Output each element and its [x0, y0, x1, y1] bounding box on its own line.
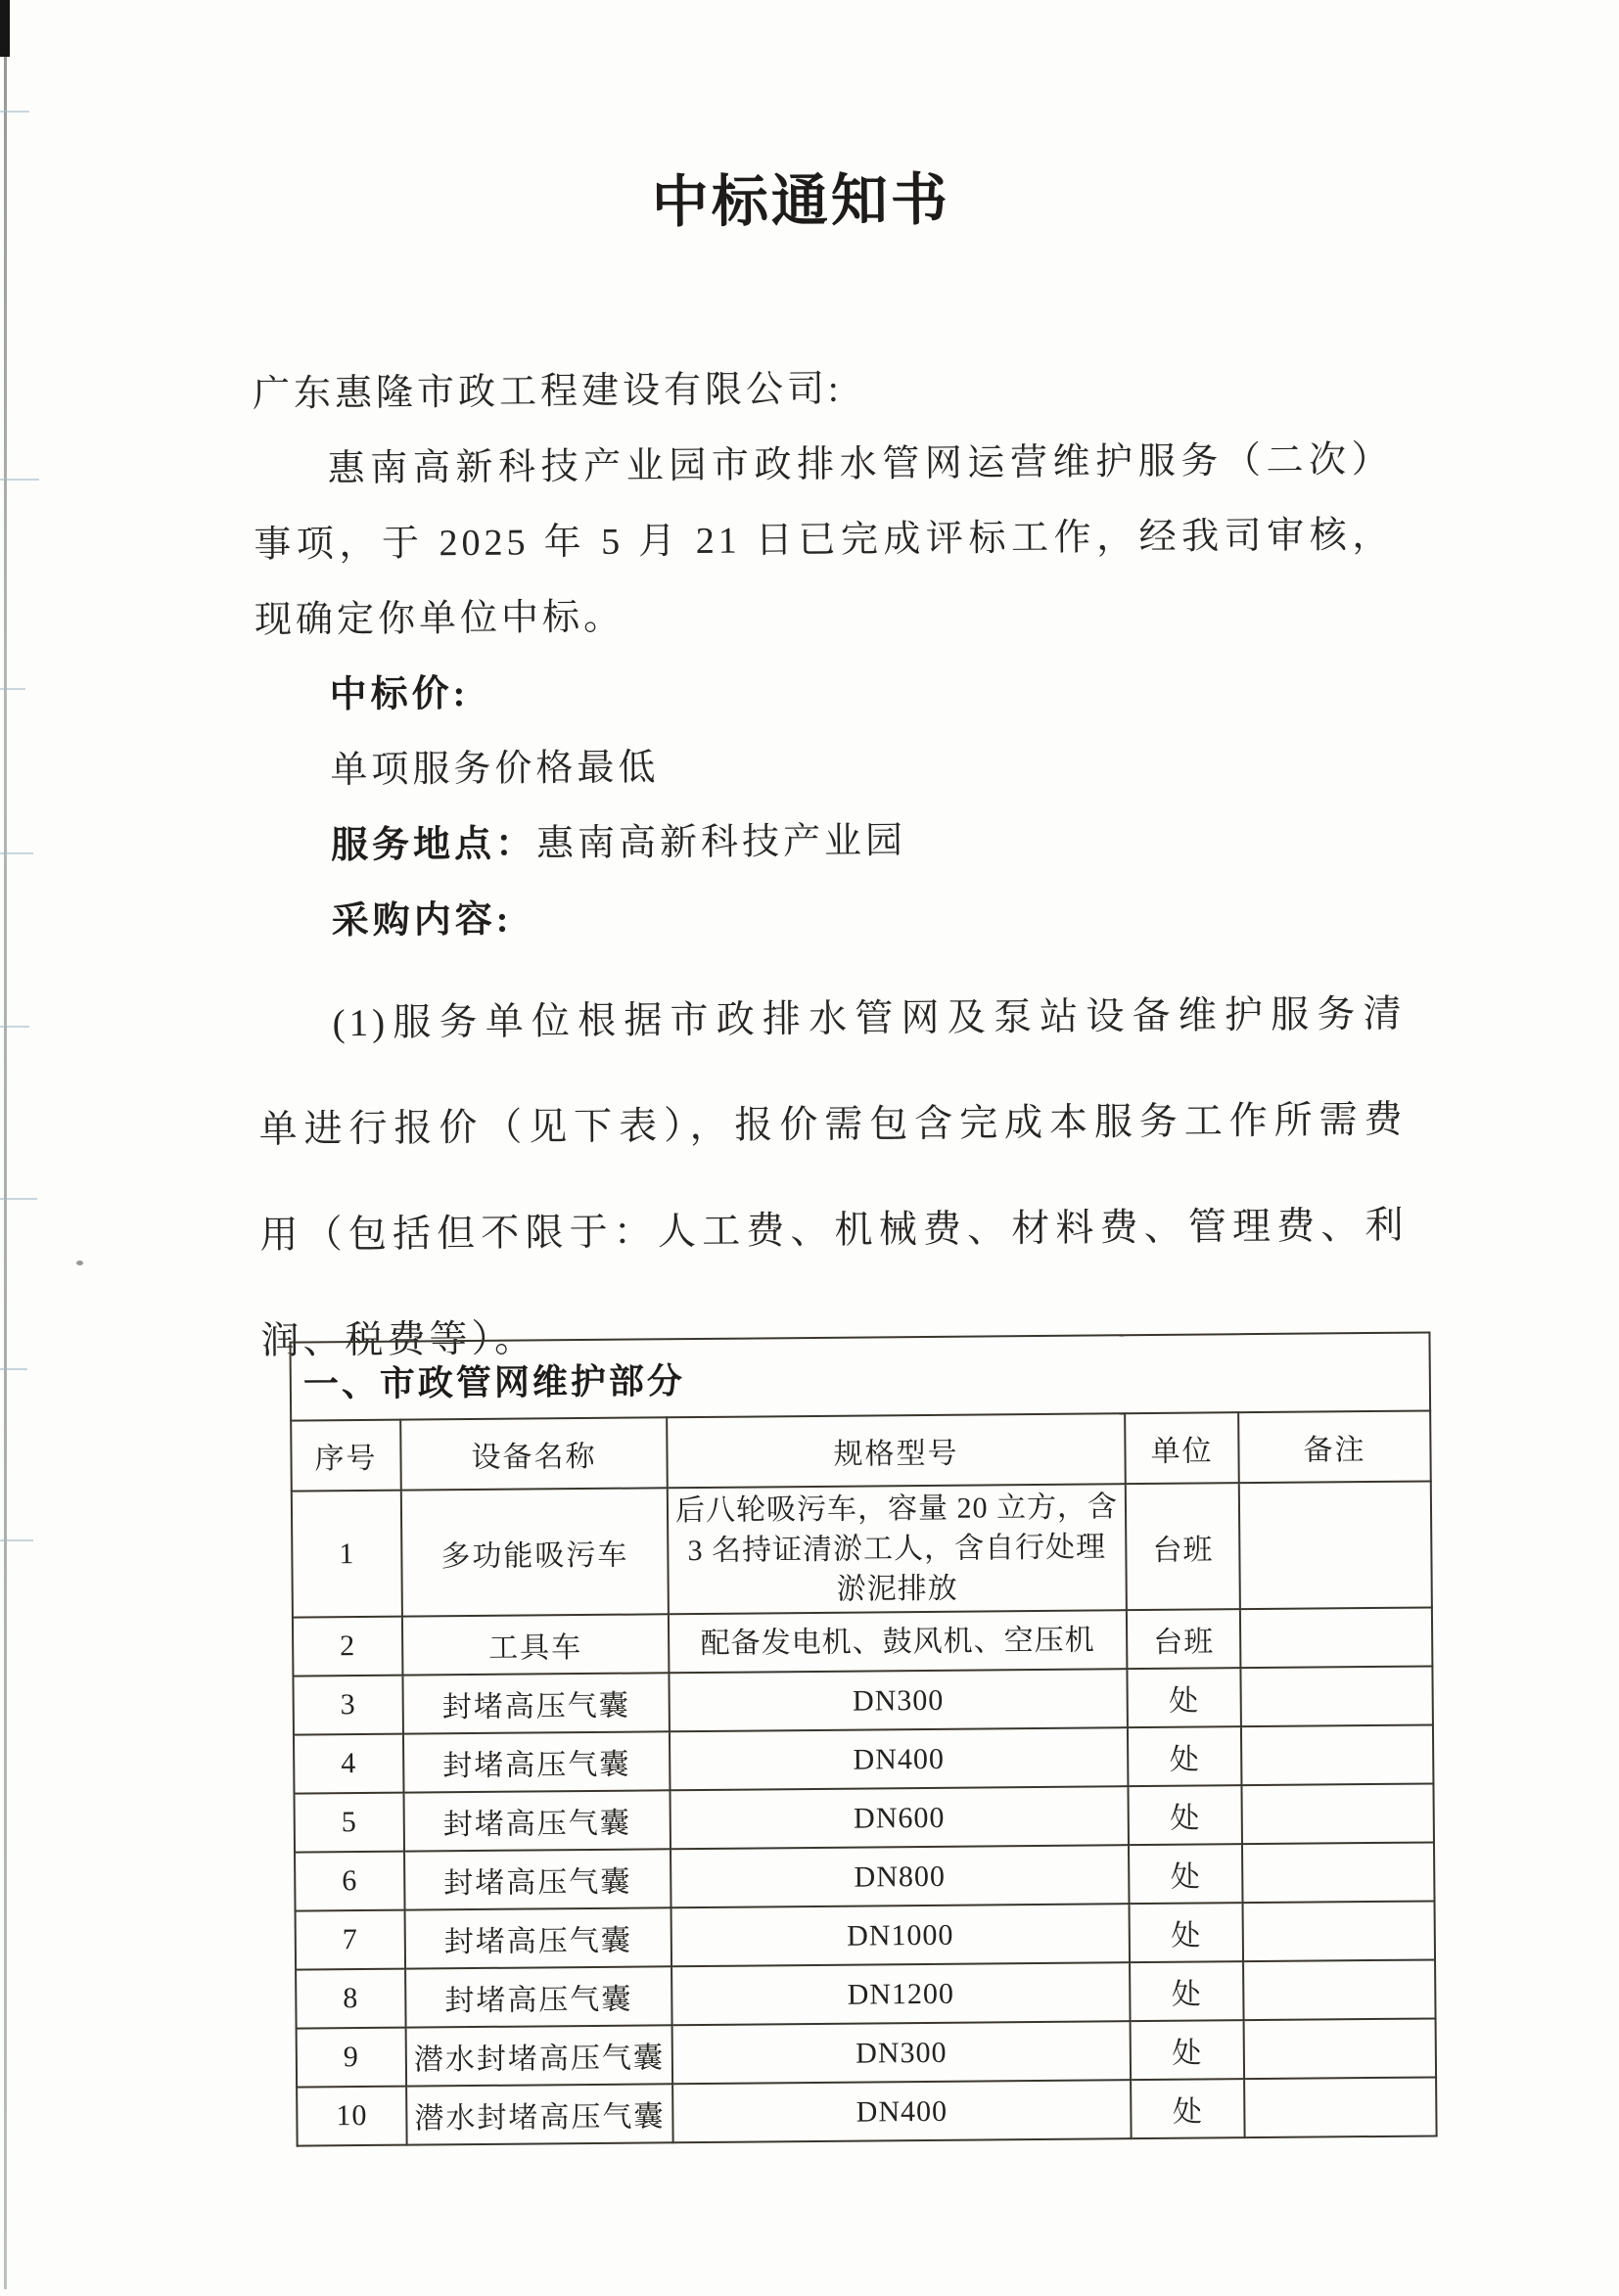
- table-cell-remark: [1240, 1607, 1433, 1668]
- service-location-value: 惠南高新科技产业园: [535, 820, 907, 865]
- table-cell-remark: [1241, 1724, 1434, 1785]
- table-cell-remark: [1239, 1481, 1432, 1609]
- table-cell-name: 封堵高压气囊: [405, 1907, 672, 1968]
- table-cell-no: 3: [293, 1676, 403, 1735]
- table-cell-unit: 台班: [1126, 1483, 1240, 1610]
- table-cell-name: 潜水封堵高压气囊: [406, 2084, 673, 2144]
- body-line: 惠南高新科技产业园市政排水管网运营维护服务（二次）: [327, 438, 1393, 490]
- table-cell-spec: DN1200: [671, 1962, 1131, 2025]
- table-row: [292, 1481, 1432, 1617]
- table-row: [293, 1607, 1432, 1676]
- table-cell-unit: 处: [1128, 1785, 1242, 1845]
- table-cell-spec: 配备发电机、鼓风机、空压机: [669, 1610, 1128, 1673]
- col-header-spec: 规格型号: [667, 1413, 1126, 1488]
- table-cell-no: 5: [295, 1793, 405, 1853]
- table-cell-unit: 台班: [1127, 1609, 1241, 1669]
- col-header-unit: 单位: [1125, 1412, 1239, 1484]
- table-cell-no: 2: [293, 1617, 403, 1676]
- table-cell-no: 8: [296, 1969, 406, 2029]
- table-cell-spec: DN800: [671, 1845, 1130, 1907]
- body-line: 现确定你单位中标。: [254, 596, 625, 641]
- table-cell-no: 9: [297, 2028, 407, 2088]
- body-line: (1)服务单位根据市政排水管网及泵站设备维护服务清: [332, 992, 1406, 1045]
- table-cell-no: 4: [294, 1734, 404, 1794]
- table-cell-remark: [1243, 1959, 1436, 2020]
- table-body: [292, 1481, 1437, 2145]
- table-cell-name: 封堵高压气囊: [403, 1790, 671, 1851]
- body-line: 事项，于 2025 年 5 月 21 日已完成评标工作，经我司审核，: [254, 514, 1394, 566]
- table-cell-spec: DN400: [670, 1727, 1129, 1790]
- award-price-value: 单项服务价格最低: [330, 747, 660, 792]
- table-cell-unit: 处: [1131, 2079, 1245, 2138]
- body-line: 用（包括但不限于：人工费、机械费、材料费、管理费、利: [259, 1204, 1408, 1257]
- document-body-upper: [253, 347, 1397, 960]
- table-cell-name: 潜水封堵高压气囊: [406, 2025, 673, 2086]
- table-cell-spec: DN1000: [671, 1904, 1131, 1966]
- document-body-lower: [257, 962, 1409, 1395]
- col-header-remark: 备注: [1238, 1410, 1431, 1483]
- col-header-name: 设备名称: [400, 1417, 668, 1490]
- service-location-label: 服务地点：: [330, 823, 537, 867]
- procurement-label: 采购内容:: [331, 898, 513, 942]
- table-cell-remark: [1243, 1901, 1436, 1961]
- table-cell-unit: 处: [1128, 1726, 1242, 1786]
- table-cell-remark: [1242, 1842, 1435, 1903]
- table-cell-name: 工具车: [402, 1614, 670, 1675]
- col-header-no: 序号: [291, 1420, 401, 1492]
- table-header-row: [291, 1410, 1431, 1491]
- table-cell-name: 多功能吸污车: [401, 1488, 669, 1616]
- table-cell-no: 6: [295, 1852, 405, 1911]
- table-cell-remark: [1240, 1666, 1433, 1726]
- table-cell-unit: 处: [1131, 2020, 1245, 2080]
- table-row: [294, 1724, 1433, 1793]
- table-row: [296, 1901, 1435, 1969]
- table-row: [293, 1666, 1432, 1734]
- table-cell-name: 封堵高压气囊: [405, 1966, 672, 2027]
- table-cell-spec: DN600: [670, 1786, 1129, 1849]
- table-cell-name: 封堵高压气囊: [403, 1731, 671, 1792]
- table-cell-unit: 处: [1130, 1903, 1244, 1962]
- award-price-label: 中标价:: [329, 673, 470, 716]
- maintenance-table: [289, 1331, 1437, 2146]
- table-cell-remark: [1244, 2018, 1437, 2079]
- table-row: [297, 2018, 1436, 2087]
- table-cell-unit: 处: [1129, 1844, 1243, 1904]
- body-line: 单进行报价（见下表），报价需包含完成本服务工作所需费: [258, 1098, 1407, 1151]
- document-title: 中标通知书: [651, 167, 951, 235]
- service-location-line: [256, 800, 1397, 885]
- table-cell-unit: 处: [1127, 1668, 1241, 1727]
- table-cell-spec: DN300: [669, 1669, 1128, 1731]
- table-row: [295, 1842, 1434, 1910]
- table-cell-no: 7: [296, 1910, 406, 1970]
- table-cell-unit: 处: [1130, 1961, 1244, 2021]
- table-section-row: [290, 1332, 1430, 1420]
- body-line: 润、税费等）。: [260, 1317, 537, 1362]
- table-cell-no: 10: [297, 2087, 407, 2146]
- table-row: [295, 1783, 1434, 1852]
- table-cell-name: 封堵高压气囊: [404, 1849, 671, 1909]
- table-cell-spec: DN300: [672, 2021, 1132, 2084]
- table-cell-no: 1: [292, 1491, 402, 1618]
- table-cell-name: 封堵高压气囊: [402, 1673, 670, 1733]
- table-cell-remark: [1244, 2077, 1437, 2137]
- table-row: [296, 1959, 1435, 2028]
- table-cell-spec: 后八轮吸污车，容量 20 立方，含 3 名持证清淤工人，含自行处理 淤泥排放: [668, 1484, 1127, 1614]
- table-section-title: 一、市政管网维护部分: [290, 1332, 1430, 1420]
- addressee-line: 广东惠隆市政工程建设有限公司:: [252, 368, 843, 415]
- table-cell-spec: DN400: [672, 2080, 1132, 2142]
- table-cell-remark: [1241, 1783, 1434, 1844]
- table-row: [297, 2077, 1436, 2145]
